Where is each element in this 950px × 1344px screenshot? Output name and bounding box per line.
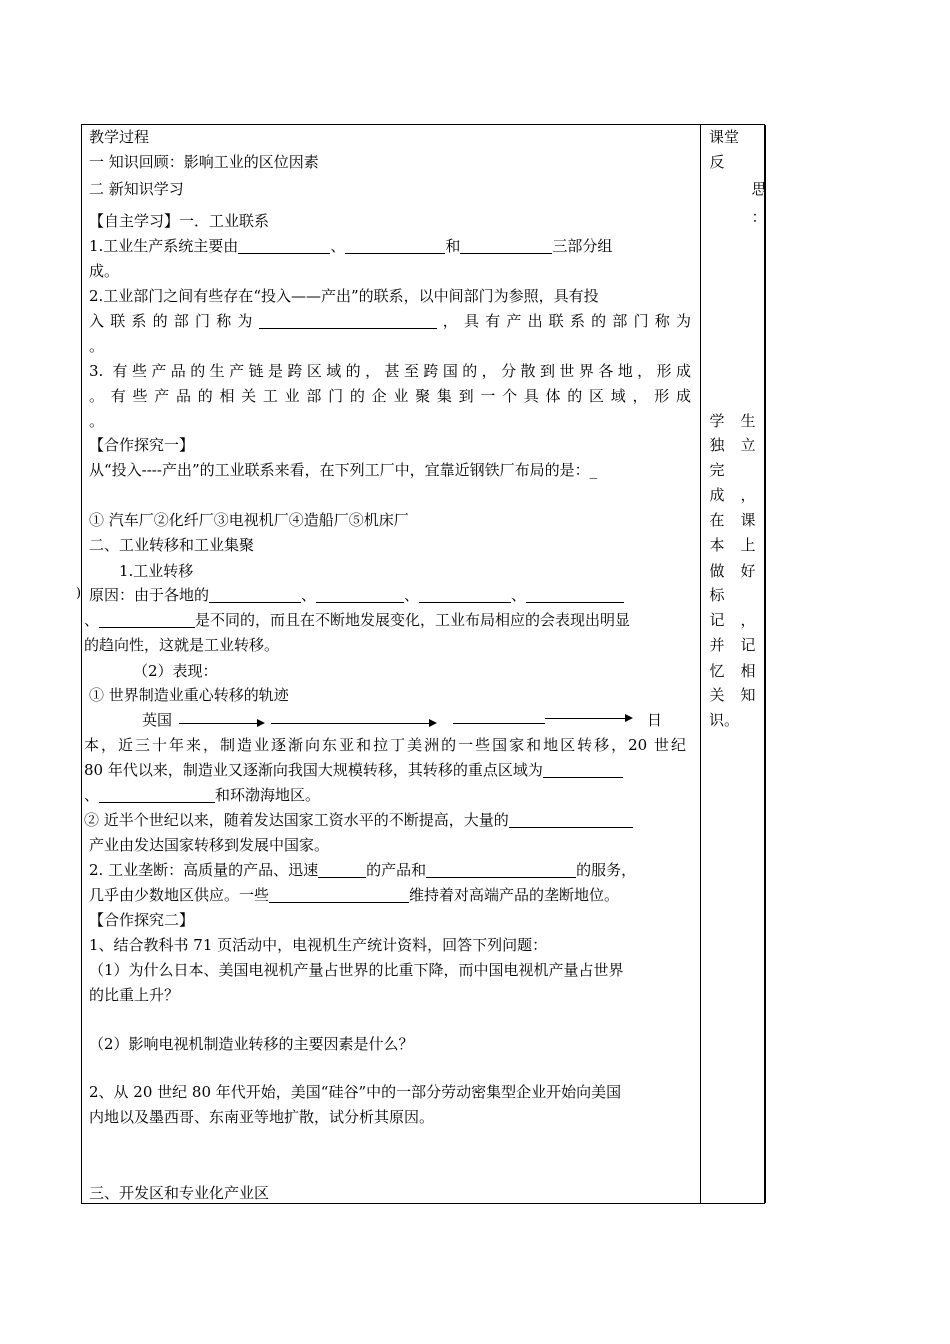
separator: 、 [511,586,527,604]
question-1-tail: 三部分组 [552,237,613,255]
monopoly-text: 2. 工业垄断：高质量的产品、迅速 [89,861,319,879]
monopoly-text: 维持着对高端产品的垄断地位。 [409,886,620,904]
reflection-char: 成 [709,486,725,504]
transfer-reason-line-1 [89,583,624,608]
question-1-end: 成。 [89,262,120,280]
manufacturing-shift-heading: ① 世界制造业重心转移的轨迹 [89,686,289,704]
shift-text: 和环渤海地区。 [215,786,321,804]
transfer-reason-line-2 [84,608,630,633]
reflection-label: 课堂 [709,128,740,146]
reflection-char: 立 [740,436,756,454]
monopoly-line-1 [89,858,636,883]
reflection-label-colon: ： [751,208,767,226]
answer-blank[interactable] [526,587,624,603]
reflection-char: 关 [709,686,725,704]
inquiry-2-subquestion-1-line-1: （1）为什么日本、美国电视机产量占世界的比重下降，而中国电视机产量占世界 [89,961,624,979]
lesson-table [81,124,765,1204]
reflection-char: 标 [709,586,725,604]
inquiry-2-subquestion-1-line-2: 的比重上升？ [89,986,180,1004]
transfer-reason-line-3: 的趋向性，这就是工业转移。 [84,636,280,654]
origin-uk: 英国 [142,711,173,729]
reason-text: 原因：由于各地的 [89,586,210,604]
reflection-char: 学 [709,412,725,430]
margin-mark: ) [76,586,82,601]
answer-blank[interactable] [271,723,351,724]
answer-blank[interactable] [238,238,330,254]
question-2-line-2 [89,309,691,334]
reflection-char: 独 [709,436,725,454]
answer-blank[interactable] [99,612,195,628]
development-zone-heading: 三、开发区和专业化产业区 [89,1184,270,1202]
reason-text: 是不同的，而且在不断地发展变化，工业布局相应的会表现出明显 [195,611,631,629]
inquiry-2-question-2-line-1: 2、从 20 世纪 80 年代开始，美国“硅谷”中的一部分劳动密集型企业开始向美国 [89,1083,622,1101]
reflection-char: 记 [740,636,756,654]
separator: 、 [330,237,346,255]
reflection-char: 完 [709,461,725,479]
answer-blank[interactable] [509,812,633,828]
industrial-transfer-subheading: 1.工业转移 [119,562,194,580]
industrial-transfer-heading: 二、工业转移和工业集聚 [89,536,255,554]
reflection-char: ， [740,611,756,629]
answer-blank[interactable] [426,862,576,878]
reflection-char: 识。 [709,711,740,729]
cooperative-inquiry-1-heading: 【合作探究一】 [89,436,195,454]
question-3-line-1: 3. 有些产品的生产链是跨区域的，甚至跨国的，分散到世界各地，形成 [89,362,691,380]
manufacturing-shift-line-3 [84,783,320,808]
answer-blank[interactable] [453,723,545,724]
reflection-char: 在 [709,511,725,529]
monopoly-line-2 [89,883,619,908]
conjunction: 和 [445,237,461,255]
reflection-char: 做 [709,562,725,580]
question-3-line-2: 。有些产品的相关工业部门的企业聚集到一个具体的区域，形成 [89,387,691,405]
question-2-tail: ，具有产出联系的部门称为 [436,312,691,330]
inquiry-2-question-2-line-2: 内地以及墨西哥、东南亚等地扩散，试分析其原因。 [89,1108,435,1126]
section-title: 教学过程 [89,128,150,146]
reflection-char: ， [740,486,756,504]
question-1-text: 1.工业生产系统主要由 [89,237,239,255]
inquiry-2-question-1: 1、结合教科书 71 页活动中，电视机生产统计资料，回答下列问题： [89,936,548,954]
inquiry-1-question: 从“投入----产出”的工业联系来看，在下列工厂中，宜靠近钢铁厂布局的是：_ [89,461,598,479]
wage-shift-line-2: 产业由发达国家转移到发展中国家。 [89,836,330,854]
reflection-char: 记 [709,611,725,629]
reflection-char: 好 [740,562,756,580]
reflection-char: 相 [740,662,756,680]
answer-blank[interactable] [99,787,215,803]
arrow-right-icon [179,723,263,724]
question-2-text: 入联系的部门称为 [89,312,259,330]
shift-text: 80 年代以来，制造业又逐渐向我国大规模转移，其转移的重点区域为 [84,761,543,779]
self-study-heading: 【自主学习】一．工业联系 [89,212,270,230]
performance-heading: （2）表现： [133,662,218,680]
reflection-char: 知 [740,686,756,704]
question-3-end: 。 [89,412,105,430]
separator: 、 [301,586,317,604]
answer-blank[interactable] [345,238,445,254]
answer-blank[interactable] [316,587,404,603]
arrow-right-icon [545,718,631,719]
destination-japan-start: 日 [647,711,663,729]
answer-blank[interactable] [419,587,511,603]
question-2-end: 。 [89,337,105,355]
reflection-char: 课 [740,511,756,529]
question-1-line [89,234,612,259]
separator: 、 [84,786,100,804]
column-divider-1 [700,125,701,1203]
cooperative-inquiry-2-heading: 【合作探究二】 [89,911,195,929]
reflection-char: 本 [709,536,725,554]
manufacturing-shift-line-2 [84,758,623,783]
wage-shift-line-1 [84,808,633,833]
answer-blank[interactable] [543,762,623,778]
manufacturing-shift-line-1: 本，近三十年来，制造业逐渐向东亚和拉丁美洲的一些国家和地区转移，20 世纪 [84,736,686,754]
separator: 、 [84,611,100,629]
inquiry-2-subquestion-2: （2）影响电视机制造业转移的主要因素是什么？ [89,1035,414,1053]
separator: 、 [404,586,420,604]
answer-blank[interactable] [460,238,552,254]
reflection-label-2: 反 [709,153,725,171]
answer-blank[interactable] [318,862,366,878]
reflection-char: 生 [740,412,756,430]
knowledge-review: 一 知识回顾：影响工业的区位因素 [89,153,319,171]
reflection-char: 并 [709,636,725,654]
monopoly-text: 的服务， [576,861,637,879]
reflection-label-3: 思 [751,180,767,198]
answer-blank[interactable] [209,587,301,603]
monopoly-text: 几乎由少数地区供应。一些 [89,886,270,904]
inquiry-1-options: ① 汽车厂②化纤厂③电视机厂④造船厂⑤机床厂 [89,511,409,529]
monopoly-text: 的产品和 [366,861,427,879]
answer-blank[interactable] [269,887,409,903]
column-divider-2 [765,125,766,1203]
arrow-right-icon [351,723,435,724]
wage-text: ② 近半个世纪以来，随着发达国家工资水平的不断提高，大量的 [84,811,509,829]
reflection-char: 上 [740,536,756,554]
new-knowledge-heading: 二 新知识学习 [89,180,184,198]
reflection-char: 忆 [709,662,725,680]
answer-blank[interactable] [259,313,437,329]
question-2-line-1: 2.工业部门之间有些存在“投入——产出”的联系，以中间部门为参照，具有投 [89,287,599,305]
